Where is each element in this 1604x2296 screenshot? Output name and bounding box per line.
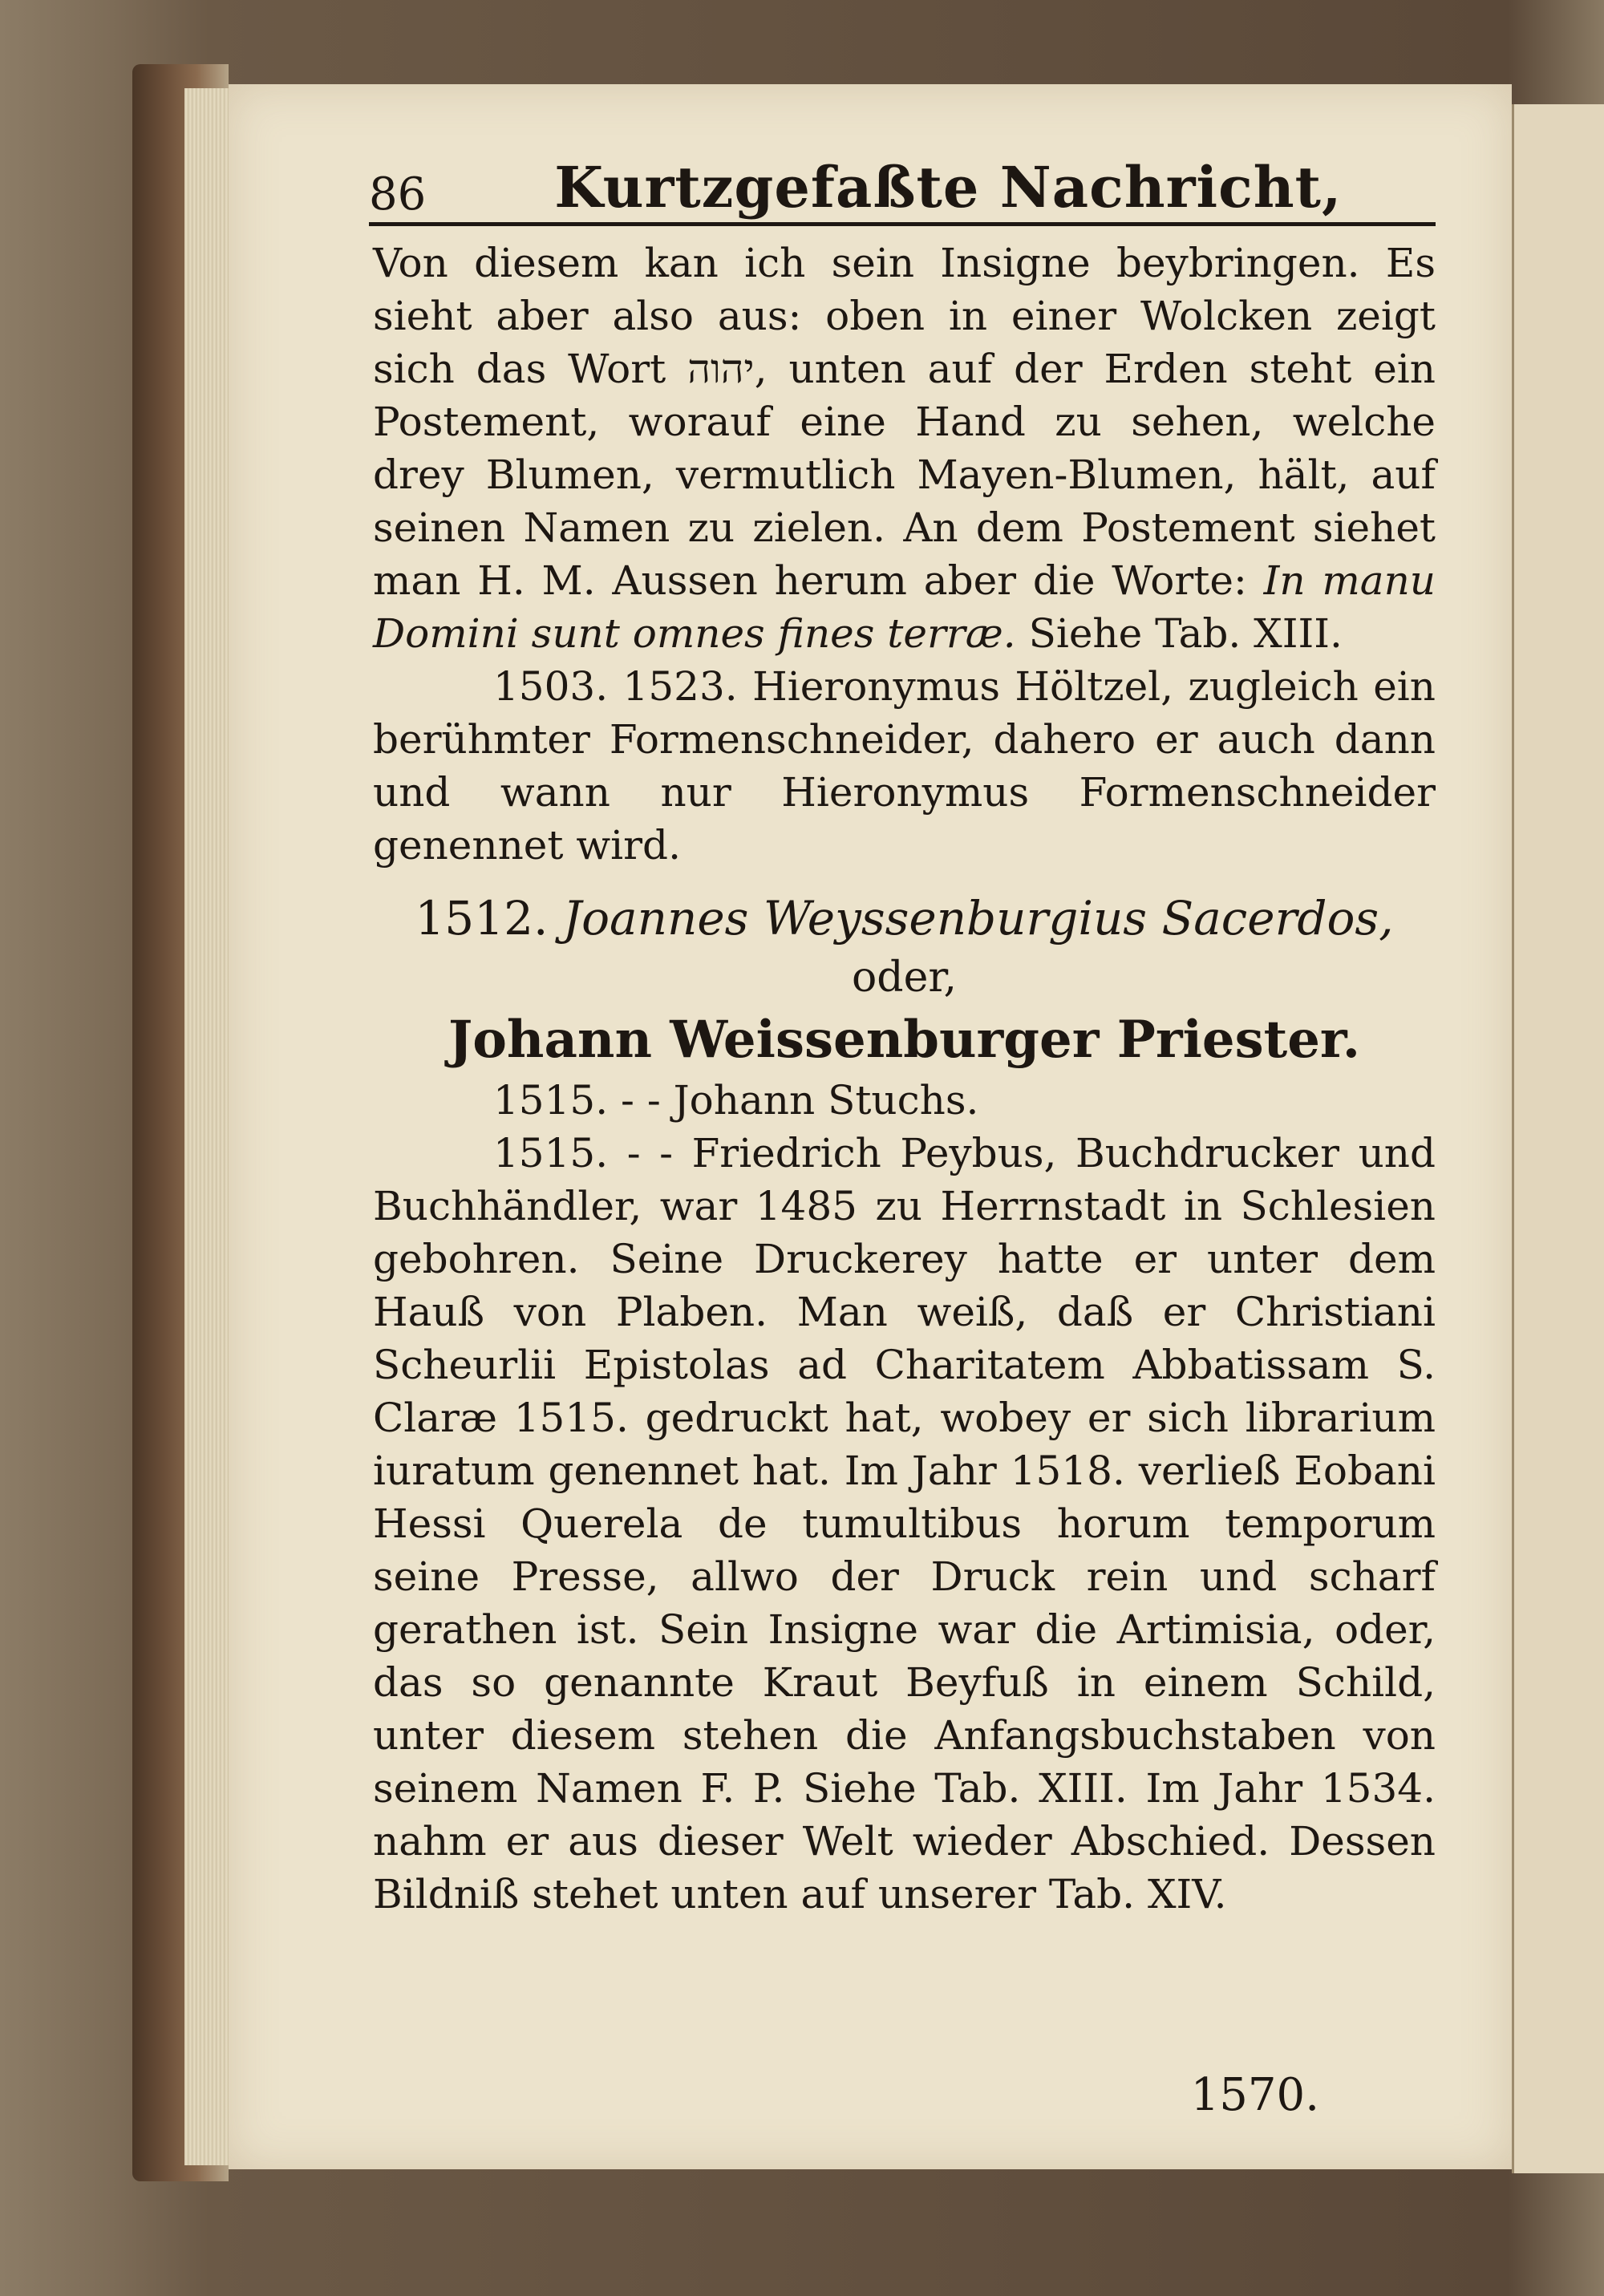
latin-motto: In manu Domini sunt omnes fines terræ. <box>373 557 1436 657</box>
heading-latin-name: Joannes Weyssenburgius Sacerdos, <box>562 891 1394 946</box>
paragraph-2: 1503. 1523. Hieronymus Höltzel, zugleich ein berühmter Formenschneider, dahero er auch dann und wann nur Hieronymus Formenschneider genennet wird. <box>373 663 1436 869</box>
heading-german-name: Johann Weissenburger Priester. <box>448 1010 1361 1070</box>
header-rule <box>369 222 1436 226</box>
page-header <box>369 148 1516 221</box>
heading-year: 1512. <box>415 891 549 946</box>
running-title: Kurtzgefaßte Nachricht, <box>554 154 1343 221</box>
heading-latin-line <box>373 888 1436 949</box>
page-number: 86 <box>369 168 427 221</box>
entry-1515-stuchs: 1515. - - Johann Stuchs. <box>493 1077 979 1124</box>
catchword: 1570. <box>1190 2069 1319 2121</box>
text-block <box>373 237 1436 1921</box>
page-stack <box>184 88 233 2165</box>
paragraph-3: 1515. - - Friedrich Peybus, Buchdrucker und Buchhändler, war 1485 zu Herrnstadt in Schlesien gebohren. Seine Druckerey hatte er unter dem Hauß von Plaben. Man weiß, daß er Christiani Scheurlii Epistolas ad Charitatem Abbatissam S. Claræ 1515. gedruckt hat, wobey er sich librarium iuratum genennet hat. Im Jahr 1518. verließ Eobani Hessi Querela de tumultibus horum temporum seine Presse, allwo der Druck rein und scharf gerathen ist. Sein Insigne war die Artimisia, oder, das so genannte Kraut Beyfuß in einem Schild, unter diesem stehen die Anfangsbuchstaben von seinem Namen F. P. Siehe Tab. XIII. Im Jahr 1534. nahm er aus dieser Welt wieder Abschied. Dessen Bildniß stehet unten auf unserer Tab. XIV. <box>373 1130 1436 1917</box>
entry-heading <box>373 888 1436 1074</box>
paragraph-1 <box>373 237 1436 660</box>
heading-oder: oder, <box>851 954 958 1002</box>
paragraph-1-text: Von diesem kan ich sein Insigne beybringen. Es sieht aber also aus: oben in einer Wolcken zeigt sich das Wort יהוה, unten auf der Erden steht ein Postement, worauf eine Hand zu sehen, welche drey Blumen, vermutlich Mayen-Blumen, hält, auf seinen Namen zu zielen. An dem Postement siehet man H. M. Aussen herum aber die Worte: <box>373 240 1436 604</box>
paragraph-1-tail: Siehe Tab. XIII. <box>1028 610 1343 657</box>
next-page-edge <box>1512 104 1604 2173</box>
book-page <box>229 84 1512 2169</box>
